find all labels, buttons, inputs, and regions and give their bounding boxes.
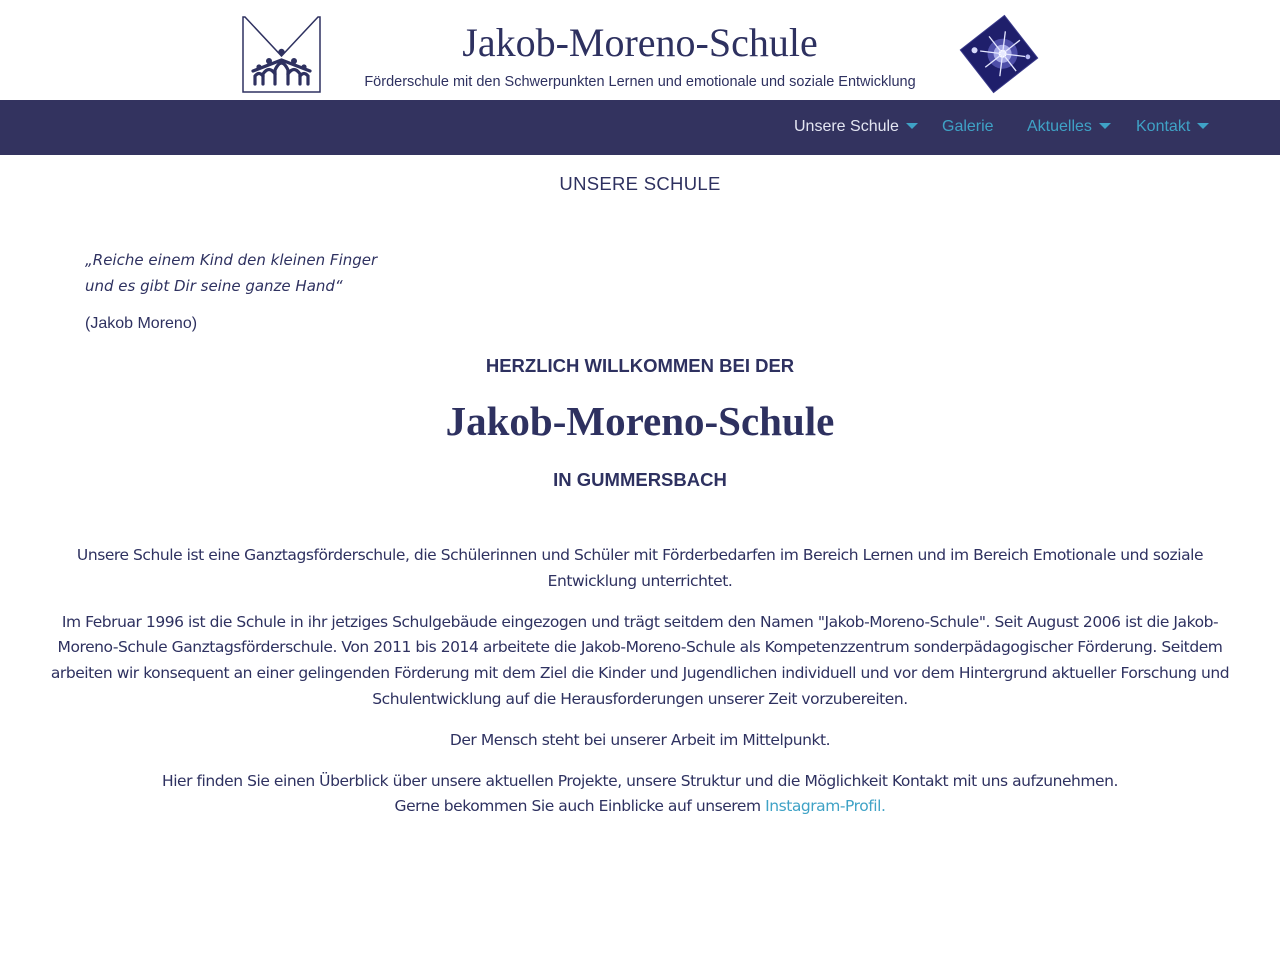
nav-item-label: Unsere Schule	[794, 118, 899, 135]
welcome-school-name: Jakob-Moreno-Schule	[445, 398, 835, 444]
history-paragraph: Im Februar 1996 ist die Schule in ihr jetziges Schulgebäude eingezogen und trägt seitdem den Namen "Jakob-Moreno-Schule". Seit August 2006 ist die Jakob-Moreno-Schule Ganztagsförderschule. Von 2011 bis 2014 arbeitete die Jakob-Moreno-Schule als Kompetenzzentrum sonderpädagogischer Förderung. Seitdem arbeiten wir konsequent an einer gelingenden Förderung mit dem Ziel die Kinder und Jugendlichen individuell und vor dem Hintergrund aktueller Forschung und Schulentwicklung auf die Herausforderungen unserer Zeit vorzubereiten.	[50, 612, 1230, 708]
quote-line: und es gibt Dir seine ganze Hand“	[85, 277, 343, 295]
main-navigation	[0, 100, 1280, 155]
nav-item-aktuelles[interactable]	[1027, 100, 1111, 155]
site-title[interactable]: Jakob-Moreno-Schule	[462, 20, 818, 65]
star-burst-artwork-icon	[958, 14, 1040, 94]
overview-paragraph	[50, 769, 1230, 821]
nav-item-kontakt[interactable]	[1136, 100, 1209, 155]
header-artwork	[958, 14, 1040, 94]
chevron-down-icon	[1099, 123, 1111, 129]
nav-item-label: Galerie	[942, 118, 994, 135]
instagram-link[interactable]: Instagram-Profil.	[765, 797, 886, 816]
overview-text: Hier finden Sie einen Überblick über unsere aktuellen Projekte, unsere Struktur und die Möglichkeit Kontakt mit uns aufzunehmen.	[162, 771, 1118, 790]
quote-author: (Jakob Moreno)	[85, 315, 198, 332]
nav-item-galerie[interactable]	[942, 100, 994, 155]
welcome-town: IN GUMMERSBACH	[553, 469, 727, 490]
intro-text	[50, 543, 1230, 835]
chevron-down-icon	[906, 123, 918, 129]
welcome-heading: HERZLICH WILLKOMMEN BEI DER	[485, 355, 795, 376]
nav-item-unsere-schule[interactable]	[794, 100, 918, 155]
intro-paragraph: Unsere Schule ist eine Ganztagsförderschule, die Schülerinnen und Schüler mit Förderbedarfen im Bereich Lernen und im Bereich Emotionale und soziale Entwicklung unterrichtet.	[76, 546, 1204, 590]
nav-item-label: Aktuelles	[1027, 118, 1092, 135]
site-subtitle: Förderschule mit den Schwerpunkten Lernen und emotionale und soziale Entwicklung	[364, 74, 916, 90]
quote-line: „Reiche einem Kind den kleinen Finger	[85, 251, 378, 269]
page-title: UNSERE SCHULE	[559, 173, 721, 194]
quote	[85, 247, 377, 299]
mission-paragraph: Der Mensch steht bei unserer Arbeit im Mittelpunkt.	[449, 730, 831, 749]
site-header	[0, 0, 1280, 100]
chevron-down-icon	[1197, 123, 1209, 129]
instagram-text: Gerne bekommen Sie auch Einblicke auf unserem	[394, 797, 766, 816]
nav-item-label: Kontakt	[1136, 118, 1191, 135]
